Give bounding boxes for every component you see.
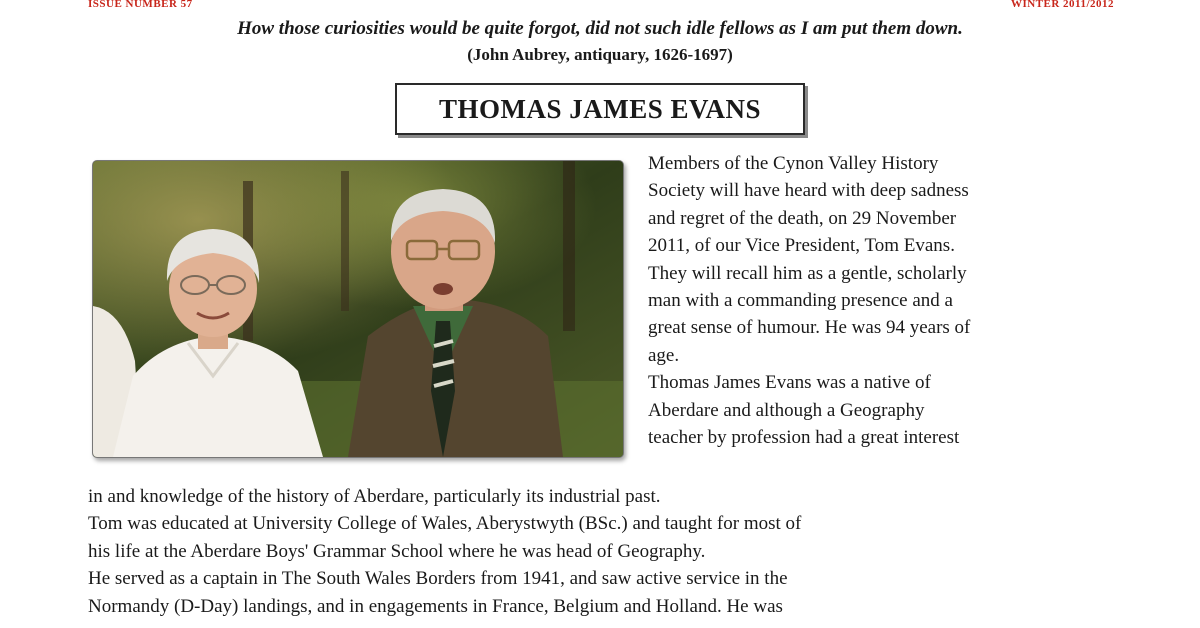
body-line: his life at the Aberdare Boys' Grammar School where he was head of Geography. <box>88 540 706 562</box>
column-line: teacher by profession had a great interest <box>648 427 960 449</box>
epigraph-quote: How those curiosities would be quite forgot, did not such idle fellows as I am put them down. <box>237 18 963 39</box>
body-line: Tom was educated at University College of Wales, Aberystwyth (BSc.) and taught for most of <box>88 513 802 535</box>
column-line: Thomas James Evans was a native of <box>648 372 931 394</box>
column-line: man with a commanding presence and a <box>648 290 953 312</box>
body-line: in and knowledge of the history of Aberdare, particularly its industrial past. <box>88 486 661 507</box>
column-line: great sense of humour. He was 94 years of <box>648 317 971 339</box>
article-title: THOMAS JAMES EVANS <box>438 93 762 124</box>
article-title-box <box>395 83 805 135</box>
column-line: Society will have heard with deep sadness <box>648 180 969 202</box>
epigraph-attribution: (John Aubrey, antiquary, 1626-1697) <box>467 45 733 64</box>
column-line: and regret of the death, on 29 November <box>648 207 957 229</box>
photo-illustration <box>93 161 623 457</box>
issue-season: WINTER 2011/2012 <box>1010 0 1114 10</box>
column-line: 2011, of our Vice President, Tom Evans. <box>648 235 955 257</box>
column-line: age. <box>648 344 680 366</box>
column-line: Members of the Cynon Valley History <box>648 153 939 174</box>
portrait-photo <box>92 160 624 458</box>
column-line: They will recall him as a gentle, scholarly <box>648 262 967 284</box>
body-line: Normandy (D-Day) landings, and in engagements in France, Belgium and Holland. He was <box>88 595 783 617</box>
article-column-text <box>648 150 1118 451</box>
column-line: Aberdare and although a Geography <box>648 399 925 421</box>
body-line: He served as a captain in The South Wales Borders from 1941, and saw active service in the <box>88 568 788 590</box>
article-full-width-text <box>88 483 1128 620</box>
issue-number: ISSUE NUMBER 57 <box>88 0 193 10</box>
